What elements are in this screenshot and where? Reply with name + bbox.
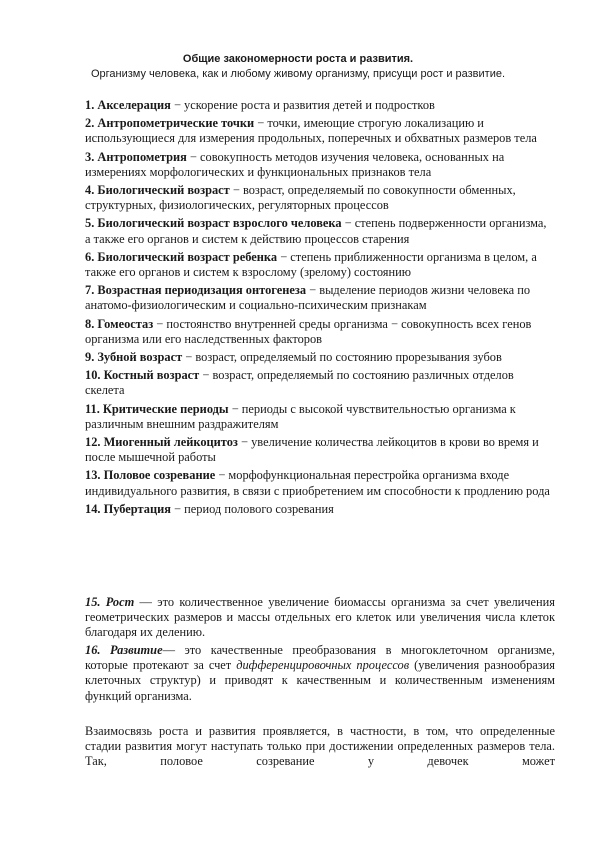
term-dash: − <box>182 350 196 365</box>
term-dash: − <box>277 249 291 264</box>
paragraph-growth <box>85 595 555 641</box>
term-development: 16. Развитие <box>85 643 163 657</box>
term-entry <box>85 350 555 365</box>
term-definition: степень подверженности организма, а также его органов и систем к действию процессов старения <box>85 216 547 246</box>
term-name: 6. Биологический возраст ребенка <box>85 249 278 264</box>
term-dash: − <box>215 468 229 483</box>
term-definition: увеличение количества лейкоцитов в крови во время и после мышечной работы <box>85 435 539 465</box>
term-entry <box>85 502 555 517</box>
term-name: 2. Антропометрические точки <box>85 116 255 131</box>
term-dash: − <box>170 98 185 112</box>
definition-development-italic: дифференцировочных процессов <box>236 658 410 673</box>
term-name: 11. Критические периоды <box>85 401 229 416</box>
term-dash: − <box>199 368 213 383</box>
term-entry <box>85 435 555 465</box>
definition-development-part1: это качественные преобразования в многоклеточном организме, которые протекают за счет <box>85 643 555 673</box>
term-name: 1. Акселерация <box>85 98 171 112</box>
term-entry <box>85 116 555 146</box>
term-name: 5. Биологический возраст взрослого человека <box>85 216 342 231</box>
term-entry <box>85 368 555 398</box>
term-definition: точки, имеющие строгую локализацию и использующиеся для измерения продольных, поперечных и обхватных размеров тела <box>85 116 537 146</box>
term-entry <box>85 150 555 180</box>
term-definition: морфофункциональная перестройка организма входе индивидуального развития, в связи с приобретением им способности к продлению рода <box>85 468 550 498</box>
term-name: 13. Половое созревание <box>85 468 216 483</box>
term-definition: постоянство внутренней среды организма − совокупность всех генов организма или его наследственных факторов <box>85 316 532 346</box>
term-entry <box>85 250 555 280</box>
term-dash: − <box>306 283 320 298</box>
terms-list <box>85 98 555 520</box>
term-definition: возраст, определяемый по совокупности обменных, структурных, физиологических, регуляторных процессов <box>85 183 516 213</box>
term-entry <box>85 468 555 498</box>
term-entry <box>85 283 555 313</box>
document-title: Общие закономерности роста и развития. <box>182 53 414 65</box>
paragraph-relationship: Взаимосвязь роста и развития проявляется, в частности, в том, что определенные стадии развития могут наступать только при достижении определенных размеров тела. Так, половое созревание у девочек может <box>85 724 555 769</box>
paragraph-development <box>85 643 555 704</box>
term-entry <box>85 317 555 347</box>
term-dash: − <box>170 501 185 516</box>
term-entry <box>85 183 555 213</box>
term-definition: степень приближенности организма в целом, а также его органов и систем к взрослому (зрелому) состоянию <box>85 249 537 280</box>
term-dash: − <box>153 316 167 331</box>
term-entry <box>85 402 555 432</box>
term-definition: ускорение роста и развития детей и подростков <box>184 98 435 112</box>
term-name: 4. Биологический возраст <box>85 183 230 198</box>
term-name: 8. Гомеостаз <box>85 316 154 331</box>
term-dash: − <box>254 116 268 131</box>
term-growth: 15. Рост <box>85 595 135 609</box>
term-definition: совокупность методов изучения человека, основанных на измерениях морфологических и функциональных признаков тела <box>85 149 505 179</box>
term-dash: − <box>228 401 242 416</box>
term-name: 9. Зубной возраст <box>85 350 183 365</box>
term-entry <box>85 216 555 246</box>
term-entry <box>85 98 555 113</box>
term-dash: − <box>237 435 252 450</box>
document-subtitle: Организму человека, как и любому живому организму, присущи рост и развитие. <box>90 68 506 80</box>
term-definition: выделение периодов жизни человека по анатомо-физиологическим и социально-психическим признакам <box>85 283 531 313</box>
term-definition: возраст, определяемый по состоянию различных отделов скелета <box>85 368 514 398</box>
definition-development-part2: (увеличения разнообразия клеточных структур) и приводят к качественным и количественным изменениям функций организма. <box>85 658 555 703</box>
term-dash: − <box>186 149 200 164</box>
dash: — <box>162 643 185 657</box>
term-dash: − <box>341 216 355 231</box>
term-name: 7. Возрастная периодизация онтогенеза <box>85 283 307 298</box>
term-name: 3. Антропометрия <box>85 149 187 164</box>
term-name: 10. Костный возраст <box>85 368 200 383</box>
dash: — <box>134 595 158 609</box>
term-name: 14. Пубертация <box>85 501 171 516</box>
term-definition: периоды с высокой чувствительностью организма к различным внешним раздражителям <box>85 401 516 431</box>
term-definition: возраст, определяемый по состоянию прорезывания зубов <box>195 350 502 365</box>
definition-growth: это количественное увеличение биомассы организма за счет увеличения геометрических размеров и массы отдельных его клеток или увеличения числа клеток благодаря их делению. <box>85 595 555 640</box>
term-dash: − <box>229 183 243 198</box>
term-definition: период полового созревания <box>184 501 334 516</box>
term-name: 12. Миогенный лейкоцитоз <box>85 435 238 450</box>
